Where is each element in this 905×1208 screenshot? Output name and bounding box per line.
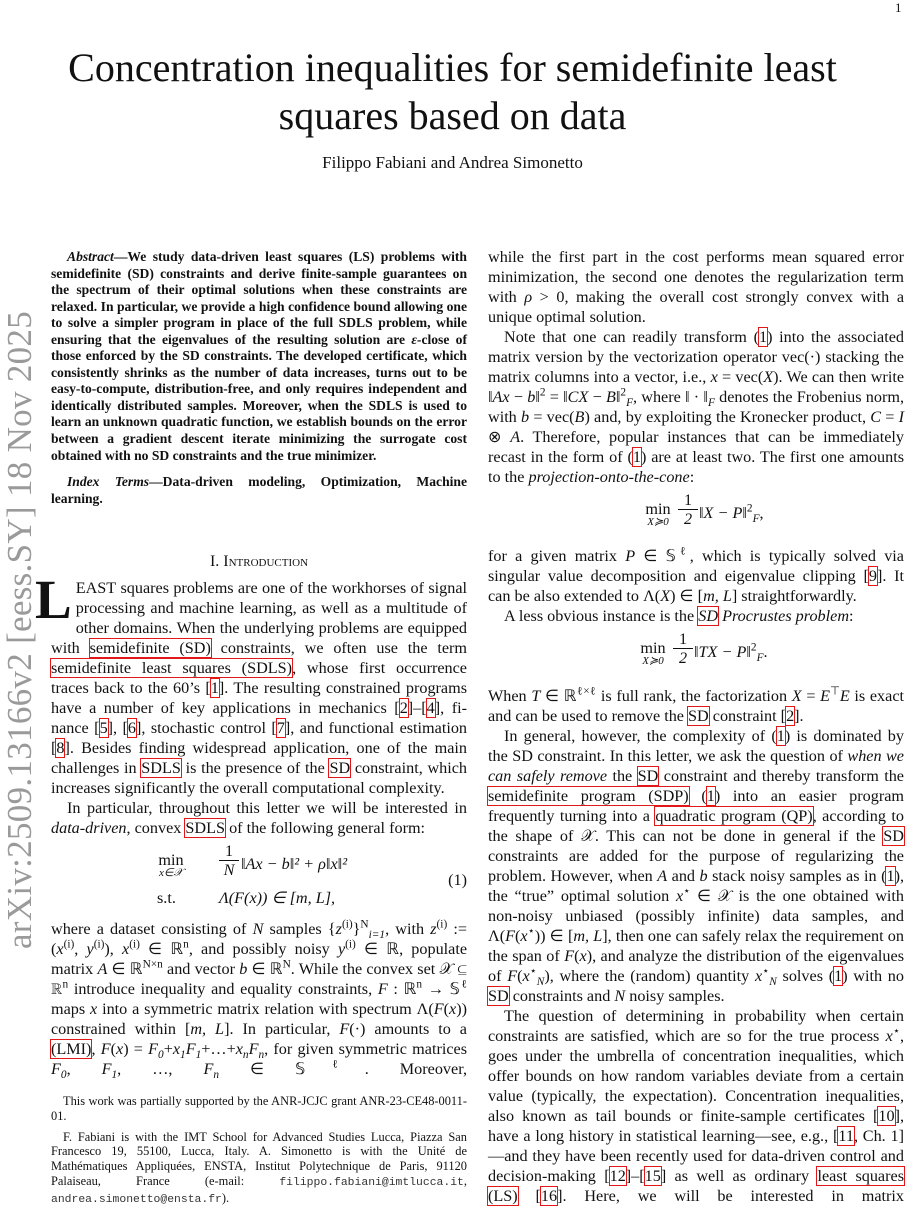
text-run: the [607, 767, 638, 785]
text-run: , Ch. 1]—and they have been recently used for data-driven control and decision-making [ [488, 1127, 904, 1185]
text-run: n [242, 1049, 249, 1062]
text-run: ]. In particular, [224, 1020, 340, 1038]
text-run: constraint [ [708, 707, 787, 725]
hyperlink[interactable]: quadratic program (QP) [655, 807, 813, 825]
text-run: Index Terms [67, 474, 150, 490]
text-run: ℓ [675, 545, 690, 558]
paragraph-concentration [488, 1006, 904, 1206]
right-column [488, 247, 904, 1206]
text-run: while the first part in the cost performs mean squared error minimization, the second one denotes the regularization term with [488, 248, 904, 306]
text-run: z [430, 920, 437, 938]
hyperlink[interactable]: 11 [838, 1127, 854, 1145]
text-run: x [522, 967, 530, 985]
text-run: In general, however, the complexity of ( [504, 727, 777, 745]
text-run: (i) [436, 918, 448, 931]
min-operator: min X≽0 [640, 639, 666, 667]
text-run: X [763, 368, 774, 386]
text-run: (i) [63, 938, 75, 951]
text-run: ] straightforwardly. [731, 587, 857, 605]
text-run: , where ‖ · ‖ [632, 388, 708, 406]
text-run: F [626, 397, 633, 410]
text-run: N [536, 976, 545, 989]
text-run: ) into the associated matrix version by the vectorization operator vec(·) stacking the matrix columns into a vector, i.e., [488, 328, 904, 386]
text-run: ) and, by exploiting the Kronecker product, [584, 408, 871, 426]
text-run: 1 [180, 1049, 186, 1062]
text-run: ] as well as ordinary [660, 1167, 818, 1185]
text-run: = [881, 408, 899, 426]
hyperlink[interactable]: SDLS [141, 759, 181, 777]
text-run: + [163, 1040, 173, 1058]
text-run: for a given matrix [488, 547, 626, 565]
text-run[interactable]: andrea.simonetto@ensta.fr [51, 1193, 222, 1206]
text-run: In particular, throughout this letter we will be interested in [67, 799, 467, 817]
text-run: ⋆ [529, 965, 537, 978]
text-run: ⊤ [830, 685, 840, 698]
text-run: ]. The resulting constrained programs have a number of key applications in mechanics [ [51, 679, 467, 717]
text-run: C [870, 408, 882, 426]
text-run: ∈ ℝ [139, 940, 184, 958]
text-run: ‖ [535, 388, 540, 406]
text-run: 2 [620, 386, 627, 399]
hyperlink[interactable]: 8 [56, 739, 65, 757]
text-run: ), the “true” optimal solution [488, 867, 905, 905]
text-run: b [699, 867, 708, 885]
equation-procrustes [488, 626, 904, 686]
text-run: ]–[ [407, 699, 427, 717]
text-run: )) ∈ [ [534, 927, 574, 945]
text-run: x [116, 1040, 124, 1058]
hyperlink[interactable]: 15 [644, 1167, 661, 1185]
text-run: ( [688, 787, 707, 805]
text-run: N [614, 987, 626, 1005]
hyperlink[interactable]: (LMI) [51, 1040, 92, 1058]
text-run: ρ [524, 288, 533, 306]
hyperlink[interactable]: 4 [426, 699, 435, 717]
text-run: n [258, 1049, 265, 1062]
text-run: . Moreover, [364, 1060, 467, 1078]
text-run: : [849, 607, 854, 625]
text-run: when we can safely remove [488, 747, 904, 785]
text-run: ℓ [459, 978, 467, 991]
text-run: ( [443, 1000, 450, 1018]
fraction: $\frac{1}{2}$ [673, 630, 693, 667]
text-run: ], [ [107, 719, 128, 737]
text-run: 1 [195, 1049, 202, 1062]
constraint: Λ(F(x)) ∈ [m, L], [219, 889, 336, 907]
text-run: x [90, 1000, 98, 1018]
text-run: -close of those enforced by the SD constraints. The developed certificate, which consistently shrinks as the number of data increases, turns out to be easy-to-compute, distribution-free, and only requires independent and identically distributed samples. Moreover, when the SDLS is used to learn an unknown quadratic function, we establish bounds on the error between a gradient descent iterate minimizing the surrogate cost obtained with no SD constraints and the true minimizer. [51, 331, 467, 463]
text-run: = vec( [717, 368, 764, 386]
text-run: E [820, 687, 830, 705]
hyperlink[interactable]: semidefinite program (SDP) [488, 787, 689, 805]
drop-cap: L [35, 569, 72, 630]
text-run: (i) [93, 938, 105, 951]
text-run: , with [385, 920, 431, 938]
text-run: F [185, 1040, 196, 1058]
hyperlink[interactable]: 2 [399, 699, 408, 717]
text-run: N [360, 918, 369, 931]
hyperlink[interactable]: 10 [878, 1107, 895, 1125]
text-run: noisy samples. [625, 987, 725, 1005]
footnote-funding [51, 1094, 467, 1124]
text-run: 1 [111, 1069, 118, 1082]
hyperlink[interactable]: 2 [786, 707, 795, 725]
left-column [51, 249, 467, 507]
text-run: x [56, 940, 64, 958]
text-run: , [91, 1040, 101, 1058]
hyperlink[interactable]: SD [698, 607, 719, 625]
text-run: The question of determining in probability when certain constraints are satisfied, which are so for the true process [488, 1007, 904, 1045]
text-run: F [248, 1040, 259, 1058]
hyperlink[interactable]: 1 [758, 328, 768, 346]
index-terms [51, 474, 467, 507]
text-run: stack noisy samples as in ( [707, 867, 887, 885]
footnote-affiliations [51, 1130, 467, 1208]
text-run: x [449, 1000, 457, 1018]
text-run: ∈ 𝕊 [635, 547, 676, 565]
text-run: [ [517, 1187, 541, 1205]
hyperlink[interactable]: least squares (LS) [488, 1167, 904, 1205]
text-run: Ax [492, 388, 510, 406]
text-run: ) = [123, 1040, 149, 1058]
text-run: ∈ ℝ [247, 960, 283, 978]
text-run: samples { [263, 920, 336, 938]
text-run: z [335, 920, 342, 938]
text-run: m, L [190, 1020, 225, 1038]
where-paragraph [51, 918, 468, 1082]
text-run: B [605, 388, 616, 406]
text-run: Procrustes problem [718, 607, 850, 625]
text-run: —Data-driven modeling, Optimization, Machine learning. [51, 474, 467, 506]
hyperlink[interactable]: semidefinite least squares (SDLS) [51, 659, 293, 677]
text-run: I [898, 408, 905, 426]
text-run: , …, [117, 1060, 204, 1078]
text-run: (i) [341, 918, 353, 931]
text-run: ) ∈ [ [670, 587, 704, 605]
text-run: F [101, 1060, 112, 1078]
text-run: F [505, 927, 516, 945]
text-run: ∈ 𝒳 is the one obtained with non-noisy unbiased (possibly infinite) data samples, and Λ( [488, 887, 904, 945]
hyperlink[interactable]: SD [883, 827, 904, 845]
objective: ‖TX − P‖$^2_F$. [694, 641, 768, 665]
text-run: of the following general form: [225, 819, 426, 837]
text-run: ⋆ [527, 925, 535, 938]
text-run: , according to the shape of 𝒳. This can not be done in general if the [488, 807, 904, 845]
text-run: : [689, 468, 695, 486]
text-run: , [66, 1060, 102, 1078]
text-run: 0 [158, 1049, 164, 1062]
text-run: := ( [51, 920, 468, 958]
text-run: ), [104, 940, 122, 958]
fraction: $\frac{1}{N}$ [219, 842, 239, 879]
hyperlink[interactable]: SDLS [185, 819, 226, 837]
text-run: ∈ ℝ, populate matrix [51, 940, 468, 978]
intro-paragraph-2 [51, 798, 467, 838]
text-run: = [801, 687, 821, 705]
text-run: ]. [794, 707, 804, 725]
text-run: N [769, 976, 777, 989]
text-run: − [509, 388, 528, 406]
text-run: projection-onto-the-cone [528, 468, 690, 486]
text-run: F [707, 397, 715, 410]
text-run: CX [567, 388, 589, 406]
text-run: x [122, 940, 130, 958]
text-run: ), where the (random) quantity [544, 967, 755, 985]
text-run: A less obvious instance is the [504, 607, 699, 625]
fraction: $\frac{1}{2}$ [678, 491, 698, 528]
text-run: x [520, 927, 528, 945]
hyperlink[interactable]: 1 [632, 448, 641, 466]
text-run: ∈ ℝ [540, 687, 577, 705]
hyperlink[interactable]: 1 [886, 867, 895, 885]
paragraph-procrustes [488, 606, 904, 626]
text-run: x [754, 967, 763, 985]
text-run: . Therefore, popular instances that can be immediately recast in the form of ( [488, 428, 904, 466]
text-run: constraint, which increases significantly the overall computational complexity. [51, 759, 468, 797]
text-run: (·) amounts to a [349, 1020, 467, 1038]
text-run: X [660, 587, 671, 605]
text-run: ], and functional estimation [ [51, 719, 468, 757]
text-run: n [62, 978, 69, 991]
text-run: Note that one can readily transform ( [504, 328, 759, 346]
text-run: constraint and thereby transform the [658, 767, 904, 785]
text-run: N [252, 920, 264, 938]
text-run: n [213, 1069, 220, 1082]
text-run: introduce inequality and equality constraints, [68, 980, 378, 998]
text-run: and vector [162, 960, 240, 978]
hyperlink[interactable]: 6 [127, 719, 136, 737]
text-run: F [564, 947, 575, 965]
text-run: B [574, 408, 585, 426]
text-run: N×n [142, 958, 163, 971]
text-run: x [235, 1040, 243, 1058]
hyperlink[interactable]: SD [329, 759, 351, 777]
text-run: ∈ 𝕊 [219, 1060, 306, 1078]
text-run: EAST [75, 579, 117, 597]
text-run: ⊗ [488, 428, 511, 446]
min-operator: min X≽0 [645, 500, 671, 528]
text-run: b [527, 388, 536, 406]
text-run: y [86, 940, 94, 958]
text-run: 0 [60, 1069, 67, 1082]
text-run: − [588, 388, 606, 406]
hyperlink[interactable]: 1 [706, 787, 715, 805]
text-run: b [521, 408, 530, 426]
text-run: P [625, 547, 636, 565]
text-run: F [148, 1040, 159, 1058]
text-run: ℓ×ℓ [576, 685, 597, 698]
text-run: F. Fabiani is with the IMT School for Advanced Studies Lucca, Piazza San Francesco 19, 55100, Lucca, Italy. A. Simonetto is with the Unité de Mathématiques Appliquées, ENSTA, Institut Polytechnique de Paris, 91120 Palaiseau, France (e-mail: [51, 1129, 467, 1188]
paragraph-factorization [488, 686, 904, 726]
text-run: x [885, 1027, 893, 1045]
text-run: → 𝕊 [422, 980, 460, 998]
text-run: b [239, 960, 248, 978]
text-run: n [416, 978, 423, 991]
text-run: ∈ ℝ [107, 960, 143, 978]
intro-paragraph-1 [35, 569, 468, 798]
hyperlink[interactable]: 1 [776, 727, 785, 745]
hyperlink[interactable]: 12 [609, 1167, 626, 1185]
text-run: x [579, 947, 587, 965]
subject-to: s.t. [157, 889, 176, 907]
text-run: ( [110, 1040, 116, 1058]
text-run: ]. Besides finding widespread application, one of the main challenges in [51, 739, 467, 777]
text-run: ). [221, 1190, 230, 1205]
text-run: F [433, 1000, 444, 1018]
text-run: ε [411, 331, 417, 347]
arxiv-identifier[interactable]: arXiv:2509.13166v2 [eess.SY] 18 Nov 2025 [0, 310, 39, 950]
text-run: (i) [345, 938, 356, 951]
text-run: ]–[ [625, 1167, 645, 1185]
hyperlink[interactable]: 1 [210, 679, 219, 697]
hyperlink[interactable]: 5 [99, 719, 108, 737]
text-run: constraints and [508, 987, 615, 1005]
hyperlink[interactable]: SD [488, 987, 509, 1005]
text-run: T [531, 687, 541, 705]
text-run: , [463, 1173, 467, 1188]
text-run: ℓ [305, 1058, 365, 1071]
text-run: ) with no [842, 967, 904, 985]
hyperlink[interactable]: 1 [834, 967, 843, 985]
text-run: (i) [129, 938, 140, 951]
text-run: x [675, 887, 684, 905]
text-run: A [657, 867, 668, 885]
hyperlink[interactable]: semidefinite (SD) [89, 639, 211, 657]
text-run: 2 [539, 386, 546, 399]
hyperlink[interactable]: 16 [540, 1187, 558, 1205]
text-run: maps [51, 1000, 91, 1018]
text-run: , goes under the umbrella of concentration inequalities, which offer bounds on how random variables deviate from a certain value (typically, the expectation). Concentration inequalities, also known as tail bounds or finite-sample certificates [ [488, 1027, 904, 1125]
text-run: ]. It can be also extended to Λ( [488, 567, 904, 605]
text-run: ], stochastic control [ [136, 719, 277, 737]
left-column-body [35, 552, 468, 1082]
abstract [51, 249, 467, 464]
text-run: x [710, 368, 718, 386]
text-run: m, L [703, 587, 732, 605]
hyperlink[interactable]: 7 [276, 719, 285, 737]
text-run: F [100, 1040, 111, 1058]
text-run: , [74, 940, 87, 958]
text-run: , and possibly noisy [188, 940, 338, 958]
text-run: } [352, 920, 361, 938]
text-run: i=1 [368, 929, 386, 942]
text-run: squares problems are one of the workhorses of signal processing and machine learning, as well as a multitude of other domains. When the underlying problems are equipped with [51, 579, 467, 657]
text-run: F [203, 1060, 214, 1078]
text-run: data-driven [51, 819, 127, 837]
text-run: = vec( [529, 408, 575, 426]
text-run: solves ( [776, 967, 835, 985]
text-run: ⋆ [892, 1025, 900, 1038]
paper-title: Concentration inequalities for semidefinite least squares based on data [68, 45, 837, 138]
text-run: is full rank, the factorization [596, 687, 792, 705]
text-run: , whose first occurrence traces back to the 60’s [ [51, 659, 467, 697]
text-run: ), and analyze the distribution of the eigenvalues of [488, 947, 904, 985]
text-run: E [839, 687, 850, 705]
text-run: F [51, 1060, 61, 1078]
text-run: where a dataset consisting of [51, 920, 253, 938]
page-number: 1 [895, 0, 902, 15]
text-run: constraints, we often use the term [210, 639, 467, 657]
text-run: ⋆ [683, 885, 691, 898]
text-run: is the presence of the [180, 759, 330, 777]
text-run: ). We can then write ‖ [488, 368, 905, 406]
paper-authors: Filippo Fabiani and Andrea Simonetto [322, 153, 583, 172]
text-run: x [172, 1040, 181, 1058]
text-run: ) are at least two. The first one amounts to the [488, 448, 904, 486]
text-run: )) constrained within [ [51, 1000, 467, 1038]
text-run: ( [517, 967, 523, 985]
text-run: X [791, 687, 802, 705]
text-run: ⋆ [762, 965, 770, 978]
paragraph-cost [488, 247, 904, 327]
paragraph-complexity [488, 726, 904, 1006]
objective: ‖Ax − b‖² + ρ‖x‖² [241, 855, 348, 873]
text-run: > 0, making the overall cost strongly convex with a unique optimal solution. [488, 288, 905, 326]
text-run: ‖ [615, 388, 621, 406]
text-run: = ‖ [545, 388, 568, 406]
text-run: into a symmetric matrix relation with spectrum Λ( [97, 1000, 434, 1018]
section-heading: I. Introduction [209, 553, 309, 570]
text-run: When [488, 687, 532, 705]
text-run: n [183, 938, 189, 951]
text-run: N [282, 958, 291, 971]
text-run: ) is dominated by the SD constraint. In this letter, we ask the question of [488, 727, 904, 765]
text-run: is exact and can be used to remove the [488, 687, 905, 725]
equation-label: (1) [448, 871, 467, 889]
footnotes [51, 1094, 467, 1208]
text-run: y [337, 940, 346, 958]
text-run: A [510, 428, 521, 446]
text-run: . While the convex set 𝒳 ⊆ ℝ [51, 960, 468, 998]
text-run: A [97, 960, 108, 978]
equation-1 [51, 838, 467, 919]
text-run: , for given symmetric matrices [264, 1040, 468, 1058]
objective: ‖X − P‖$^2_F$, [699, 502, 764, 526]
text-run: ], finance [ [51, 699, 467, 737]
text-run: ) into an easier program frequently turning into a [488, 787, 905, 825]
text-run: ], have a long history in statistical learning—see, e.g., [ [488, 1107, 904, 1145]
paragraph-matrix-version [488, 327, 904, 487]
text-run: : ℝ [387, 980, 417, 998]
equation-projection [488, 487, 904, 546]
text-run: This work was partially supported by the ANR-JCJC grant ANR-23-CE48-0011-01. [51, 1094, 467, 1123]
text-run: m, L [573, 927, 603, 945]
hyperlink[interactable]: SD [688, 707, 709, 725]
text-run: constraints are added for the purpose of regularizing the problem. However, when [488, 847, 904, 885]
min-operator: min x∈𝒳 [158, 851, 184, 879]
text-run[interactable]: filippo.fabiani@imtlucca.it [279, 1176, 464, 1189]
text-run: F [507, 967, 518, 985]
text-run: —We study data-driven least squares (LS) problems with semidefinite (SD) constraints and derive finite-sample guarantees on the spectrum of their optimal solutions when these constraints are relaxed. In particular, we provide a high confidence bound allowing one to solve a simpler program in place of the full SDLS problem, while ensuring that the eigenvalues of the resulting solution are [51, 249, 467, 347]
hyperlink[interactable]: 9 [868, 567, 877, 585]
text-run: Abstract [67, 249, 114, 264]
text-run: ( [515, 927, 521, 945]
paragraph-svd [488, 546, 904, 606]
text-run: , convex [126, 819, 186, 837]
hyperlink[interactable]: SD [637, 767, 659, 785]
text-run: ], then one can safely relax the requirement on the span of [488, 927, 904, 965]
text-run: F [339, 1020, 350, 1038]
text-run: , which is typically solved via singular value decomposition and eigenvalue clipping [ [488, 547, 904, 585]
text-run: +…+ [201, 1040, 236, 1058]
text-run: denotes the Frobenius norm, with [488, 388, 904, 426]
text-run: ( [574, 947, 580, 965]
text-run: ]. Here, we will be interested in matrix [557, 1187, 904, 1205]
text-run: and [667, 867, 700, 885]
text-run: F [377, 980, 388, 998]
